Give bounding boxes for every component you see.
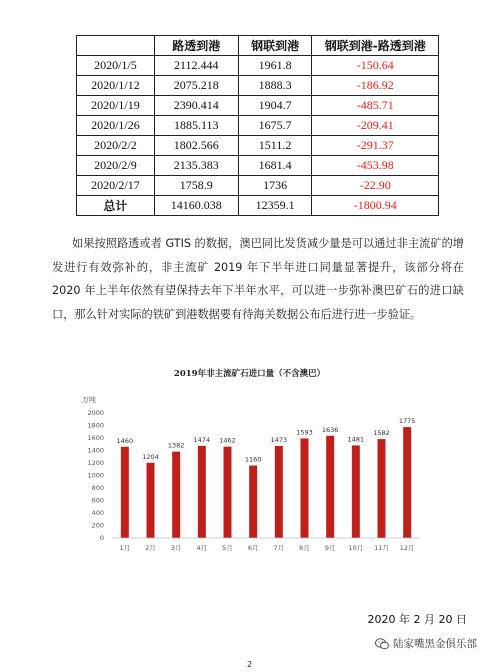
mysteel-cell: 1681.4: [238, 156, 312, 176]
date-cell: 2020/1/12: [77, 76, 155, 96]
bar-series: [117, 417, 416, 538]
reuters-total-cell: 14160.038: [154, 196, 238, 216]
mysteel-cell: 1961.8: [238, 56, 312, 76]
y-axis: [87, 409, 104, 542]
bar: [172, 452, 180, 538]
difference-cell: -186.92: [312, 76, 439, 96]
difference-cell: -291.37: [312, 136, 439, 156]
port-arrival-table: [76, 35, 439, 216]
date-cell: 2020/2/17: [77, 176, 155, 196]
paragraph-text: 如果按照路透或者 GTIS 的数据，澳巴同比发货减少量是可以通过非主流矿的增发进行有效弥补的，非主流矿 2019 年下半年进口同量显著提升，该部分将在 2020 年上半年依然有望保持去年下半年水平，可以进一步弥补澳巴矿石的进口缺口，那么针对实际的铁矿到港数据要有待海关数据公布后进行进一步验证。: [52, 237, 464, 321]
difference-cell: -150.64: [312, 56, 439, 76]
y-tick-label: 1400: [87, 446, 104, 455]
mysteel-cell: 1904.7: [238, 96, 312, 116]
y-axis-label: 万吨: [82, 396, 96, 404]
mysteel-cell: 1511.2: [238, 136, 312, 156]
mysteel-total-cell: 12359.1: [238, 196, 312, 216]
bar-value-label: 1481: [347, 435, 365, 444]
bar-chart: [0, 380, 499, 560]
bar-value-label: 1460: [116, 436, 134, 445]
bar-value-label: 1382: [167, 441, 185, 450]
bar: [403, 427, 411, 538]
bar: [352, 445, 360, 538]
reuters-cell: 1758.9: [154, 176, 238, 196]
table-row: [77, 116, 439, 136]
x-tick-label: 7月: [273, 544, 285, 552]
table-row: [77, 176, 439, 196]
x-tick-label: 8月: [299, 544, 310, 552]
bar-value-label: 1204: [142, 452, 159, 461]
y-tick-label: 800: [91, 484, 104, 492]
y-tick-label: 1600: [87, 434, 104, 442]
y-tick-label: 1800: [87, 421, 104, 430]
reuters-cell: 2135.383: [154, 156, 238, 176]
reuters-cell: 2075.218: [154, 76, 238, 96]
x-axis: [112, 538, 420, 552]
date-cell: 2020/2/9: [77, 156, 155, 176]
x-tick-label: 11月: [374, 544, 389, 552]
difference-total-cell: -1800.94: [312, 196, 439, 216]
y-tick-label: 2000: [87, 409, 104, 417]
table-row: [77, 96, 439, 116]
bar-value-label: 1593: [296, 428, 313, 437]
y-tick-label: 1200: [87, 459, 104, 467]
bar-value-label: 1775: [398, 417, 416, 426]
reuters-cell: 1802.566: [154, 136, 238, 156]
difference-cell: -485.71: [312, 96, 439, 116]
date-cell: 2020/1/26: [77, 116, 155, 136]
difference-cell: -453.98: [312, 156, 439, 176]
date-cell: 2020/2/2: [77, 136, 155, 156]
bar-value-label: 1474: [193, 435, 211, 444]
x-tick-label: 12月: [399, 544, 415, 552]
y-tick-label: 600: [91, 496, 104, 505]
x-tick-label: 9月: [324, 544, 336, 552]
difference-cell: -209.41: [312, 116, 439, 136]
x-tick-label: 10月: [348, 544, 364, 552]
chart-title: 2019年非主流矿石进口量（不含澳巴）: [173, 369, 326, 379]
x-tick-label: 4月: [196, 544, 208, 552]
mysteel-cell: 1736: [238, 176, 312, 196]
reuters-cell: 2390.414: [154, 96, 238, 116]
bar: [326, 436, 334, 538]
date-cell: 2020/1/19: [77, 96, 155, 116]
bar: [121, 447, 129, 538]
difference-cell: -22.90: [312, 176, 439, 196]
mysteel-cell: 1675.7: [238, 116, 312, 136]
x-tick-label: 1月: [119, 544, 131, 552]
bar-value-label: 1582: [373, 429, 390, 438]
bar-value-label: 1636: [321, 425, 339, 434]
reuters-cell: 1885.113: [154, 116, 238, 136]
table-row: [77, 156, 439, 176]
table-total-row: [77, 196, 439, 216]
bar-value-label: 1160: [244, 455, 262, 464]
page-number: 2: [246, 660, 253, 669]
bar: [378, 439, 386, 538]
table-row: [77, 56, 439, 76]
y-tick-label: 1000: [87, 471, 104, 480]
table-row: [77, 76, 439, 96]
bar-value-label: 1462: [219, 436, 236, 445]
wechat-icon: [375, 638, 389, 650]
table-header-cell: 钢联到港-路透到港: [312, 36, 439, 56]
x-tick-label: 5月: [222, 544, 233, 552]
bar: [249, 466, 257, 539]
bar: [301, 438, 309, 538]
bar: [198, 446, 206, 538]
reuters-cell: 2112.444: [154, 56, 238, 76]
x-tick-label: 6月: [247, 544, 259, 552]
analysis-paragraph: [52, 232, 464, 326]
y-tick-label: 200: [91, 521, 104, 530]
bar: [224, 447, 232, 538]
table-header-row: [77, 36, 439, 56]
bar: [147, 463, 155, 538]
y-tick-label: 0: [99, 534, 104, 542]
document-date: 2020 年 2 月 20 日: [367, 613, 467, 626]
watermark: [375, 636, 477, 651]
mysteel-cell: 1888.3: [238, 76, 312, 96]
y-tick-label: 400: [91, 509, 104, 517]
table-header-cell: 钢联到港: [238, 36, 312, 56]
table-header-cell: [77, 36, 155, 56]
bar: [275, 446, 283, 538]
watermark-text: 陆家嘴黑金俱乐部: [393, 638, 477, 650]
date-cell: 2020/1/5: [77, 56, 155, 76]
x-tick-label: 2月: [145, 544, 156, 552]
table-header-cell: 路透到港: [154, 36, 238, 56]
bar-value-label: 1473: [270, 435, 288, 444]
total-label-cell: 总计: [77, 196, 155, 216]
x-tick-label: 3月: [170, 544, 182, 552]
table-row: [77, 136, 439, 156]
